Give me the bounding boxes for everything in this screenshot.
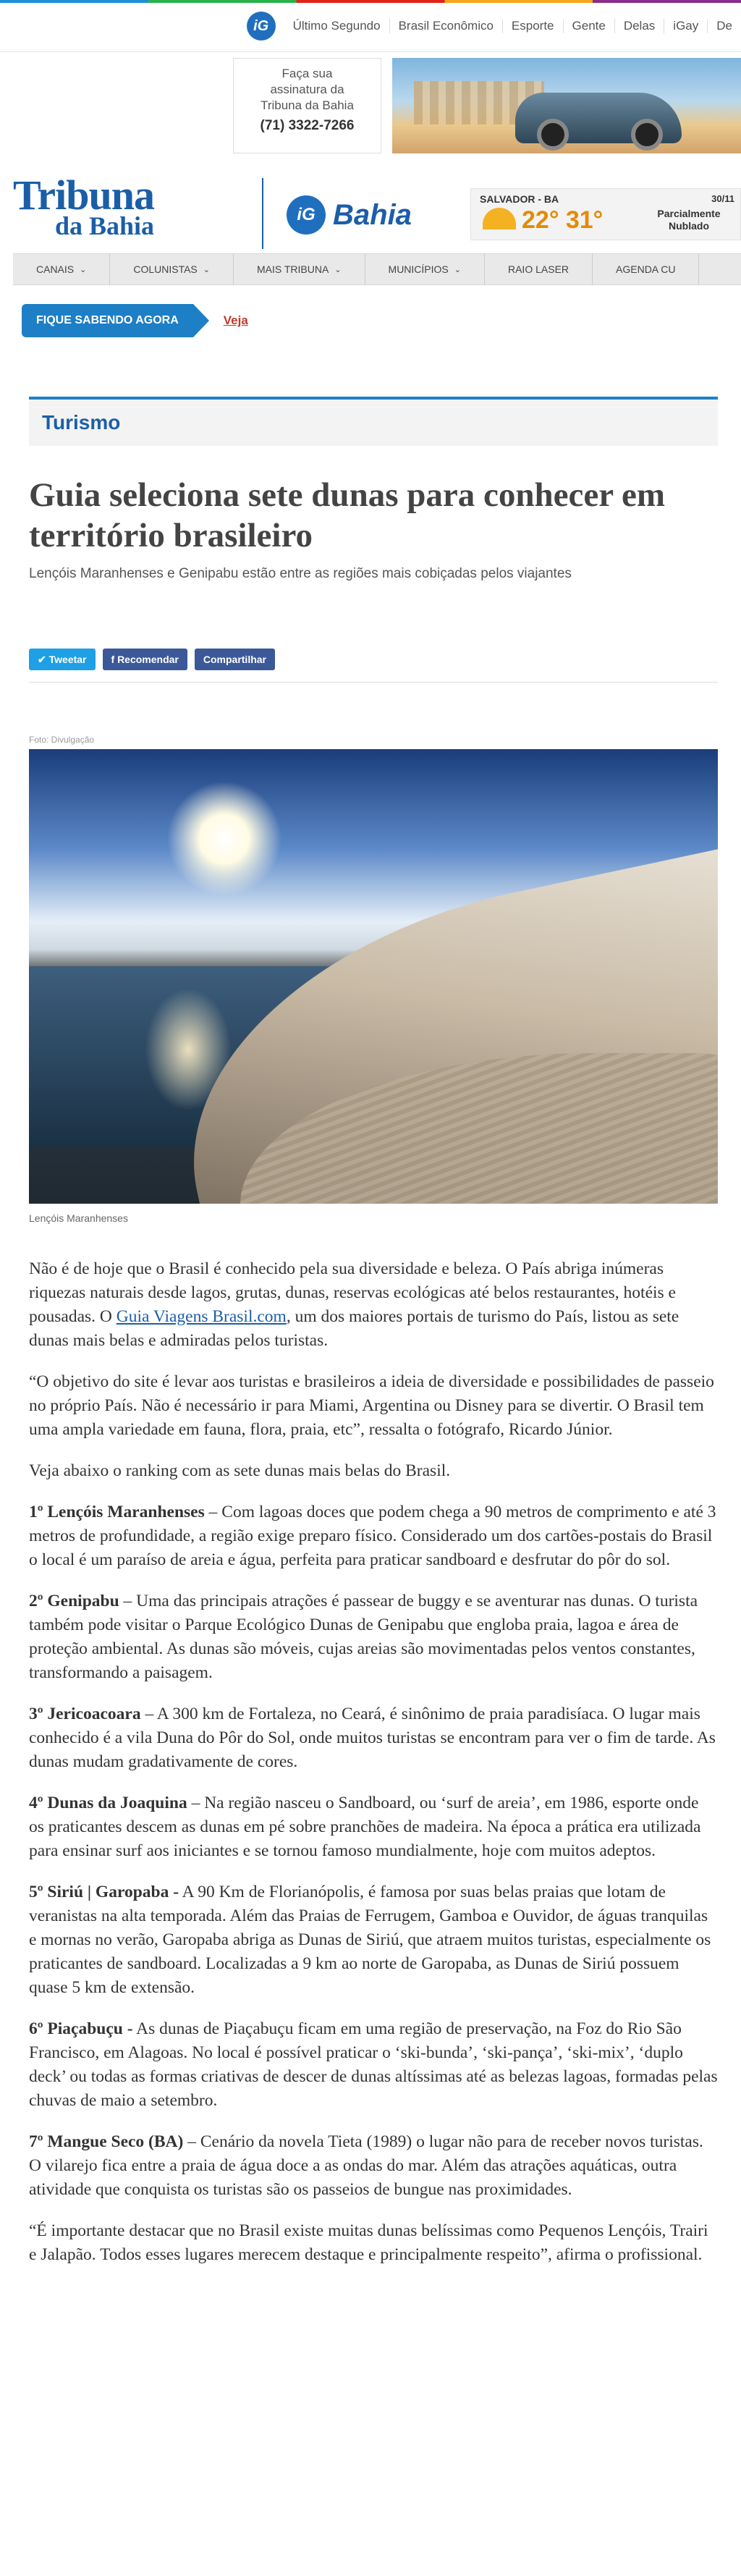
logo-title: Tribuna	[13, 172, 155, 219]
tweet-button[interactable]: ✔ Tweetar	[29, 649, 96, 670]
ig-bahia-logo[interactable]	[287, 195, 412, 235]
chevron-down-icon: ⌄	[80, 265, 87, 274]
ig-logo-icon: iG	[287, 195, 326, 235]
article-body	[29, 1257, 718, 2267]
menu-item-canais[interactable]	[13, 253, 110, 285]
logo-divider	[262, 178, 263, 249]
news-ticker	[22, 304, 248, 337]
nav-link-de[interactable]: De	[716, 19, 732, 33]
ranking-head: 6º Piaçabuçu -	[29, 2019, 133, 2038]
article-title: Guia seleciona sete dunas para conhecer em território brasileiro	[29, 476, 666, 554]
photo-caption: Lençóis Maranhenses	[29, 1212, 128, 1224]
tweet-label: Tweetar	[48, 654, 87, 665]
ranking-text: – Cenário da novela Tieta (1989) o lugar não para de receber novos turistas. O vilarejo fica entre a praia de água doce a as ondas do mar. Além das atrações aquáticas, outra atividade que conquista os turistas são os passeios de bungue nas proximidades.	[29, 2132, 703, 2199]
ad-text-line: Faça sua	[281, 67, 333, 80]
paragraph: Veja abaixo o ranking com as sete dunas mais belas do Brasil.	[29, 1461, 451, 1480]
ranking-item	[29, 1880, 718, 2000]
section-title[interactable]: Turismo	[42, 411, 121, 434]
recommend-label: Recomendar	[117, 654, 179, 665]
tribuna-logo[interactable]	[13, 172, 155, 240]
photo-sun	[166, 781, 282, 897]
ranking-text: As dunas de Piaçabuçu ficam em uma região de preservação, na Foz do Rio São Francisco, em Alagoas. No local é possível praticar o ‘ski-bunda’, ‘ski-pança’, ‘ski-mix’, ‘duplo deck’ ou todas as formas criativas de descer de dunas altíssimas até as belezas lagoas, formadas pelas chuvas de maio a setembro.	[29, 2019, 718, 2110]
ranking-text: – Com lagoas doces que podem chega a 90 metros de comprimento e até 3 metros de profundidade, a região exige preparo físico. Considerado um dos cartões-postais do Brasil o local é um paraíso de areia e água, perfeita para praticar sandboard e desfrutar do pôr do sol.	[29, 1503, 716, 1569]
main-menu	[13, 253, 741, 285]
nav-link-ultimo-segundo[interactable]: Último Segundo	[284, 19, 390, 33]
ranking-item	[29, 2017, 718, 2113]
nav-link-gente[interactable]: Gente	[564, 19, 615, 33]
chevron-down-icon: ⌄	[203, 265, 210, 274]
menu-item-label: MUNICÍPIOS	[388, 263, 449, 275]
ranking-item	[29, 2130, 718, 2202]
menu-item-label: AGENDA CU	[616, 263, 676, 275]
car-banner-ad[interactable]	[392, 58, 741, 153]
ranking-text: A 90 Km de Florianópolis, é famosa por suas belas praias que lotam de veranistas na alta temporada. Além das Praias de Ferrugem, Gamboa e Ouvidor, de águas tranquilas e mornas no verão, Garopaba abriga as Dunas de Siriú, que atraem muitos turistas, especialmente os praticantes de sandboard. Localizadas a 9 km ao norte de Garopaba, as Dunas de Siriú possuem quase 5 km de extensão.	[29, 1883, 711, 1997]
menu-item-raio-laser[interactable]	[485, 253, 593, 285]
menu-item-label: CANAIS	[36, 263, 75, 275]
menu-item-municipios[interactable]	[365, 253, 485, 285]
ranking-head: 7º Mangue Seco (BA)	[29, 2132, 184, 2151]
paragraph	[29, 1257, 718, 1353]
facebook-icon: f	[111, 654, 115, 665]
chevron-down-icon: ⌄	[334, 265, 342, 274]
menu-item-mais-tribuna[interactable]	[234, 253, 365, 285]
ad-text-line: assinatura da	[270, 83, 344, 96]
article	[29, 397, 718, 2267]
recommend-button[interactable]	[103, 649, 187, 670]
weather-city: SALVADOR - BA	[480, 193, 559, 205]
ranking-item	[29, 1702, 718, 1774]
article-photo	[29, 749, 718, 1204]
ad-phone: (71) 3322-7266	[260, 118, 355, 133]
top-bar	[0, 0, 741, 52]
bahia-label: Bahia	[333, 198, 412, 231]
share-label: Compartilhar	[203, 654, 266, 665]
photo-credit: Foto: Divulgação	[29, 735, 95, 745]
weather-condition: Parcialmente Nublado	[657, 208, 721, 232]
ads-row	[0, 52, 741, 159]
ranking-head: 1º Lençóis Maranhenses	[29, 1503, 205, 1521]
weather-date: 30/11	[711, 193, 734, 204]
portal-nav	[247, 10, 741, 42]
paragraph-text: Não é de hoje que o Brasil é conhecido pela sua diversidade e beleza. O País abriga inúmeras riquezas naturais desde lagos, grutas, dunas, reservas ecológicas até belos restaurantes, hotéis e pousadas. O	[29, 1259, 676, 1326]
paragraph-text: , um dos maiores portais de turismo do País, listou as sete dunas mais belas e admiradas pelos turistas.	[29, 1307, 679, 1350]
portal-color-line	[0, 0, 741, 3]
ranking-text: – A 300 km de Fortaleza, no Ceará, é sinônimo de praia paradisíaca. O lugar mais conhecido é a vila Duna do Pôr do Sol, onde muitos turistas se encontram para ver o fim de tarde. As dunas mudam gradativamente de cores.	[29, 1705, 716, 1771]
nav-link-esporte[interactable]: Esporte	[503, 19, 564, 33]
menu-item-label: RAIO LASER	[507, 263, 569, 275]
nav-link-delas[interactable]: Delas	[615, 19, 664, 33]
section-header	[29, 397, 718, 446]
subscription-ad[interactable]	[233, 58, 381, 153]
ranking-item	[29, 1500, 718, 1572]
partly-cloudy-icon	[483, 208, 516, 229]
menu-item-label: COLUNISTAS	[133, 263, 198, 275]
chevron-down-icon: ⌄	[454, 265, 461, 274]
menu-item-agenda[interactable]	[593, 253, 699, 285]
weather-widget[interactable]	[470, 188, 741, 240]
ranking-text: – Na região nasceu o Sandboard, ou ‘surf de areia’, em 1986, esporte onde os praticantes descem as dunas em pé sobre pranchões de madeira. Na época a prática era utilizada para ensinar surf aos iniciantes e se tornou famoso mundialmente, hoje com muitos adeptos.	[29, 1794, 701, 1860]
ranking-head: 3º Jericoacoara	[29, 1705, 141, 1723]
wheel-image	[537, 119, 569, 151]
ranking-text: – Uma das principais atrações é passear de buggy e se aventurar nas dunas. O turista também pode visitar o Parque Ecológico Dunas de Genipabu que engloba praia, lagoa e área de proteção ambiental. As dunas são móveis, cujas areias são movimentadas pelos ventos constantes, transformando a paisagem.	[29, 1592, 698, 1682]
ranking-head: 5º Siriú | Garopaba -	[29, 1883, 179, 1901]
closing-quote: “É importante destacar que no Brasil existe muitas dunas belíssimas como Pequenos Lençóis, Trairi e Jalapão. Todos esses lugares merecem destaque e principalmente respeito”, afirma o profissional.	[29, 2221, 708, 2264]
guia-viagens-link[interactable]: Guia Viagens Brasil.com	[116, 1307, 287, 1326]
ticker-tag: FIQUE SABENDO AGORA	[22, 304, 193, 337]
paragraph: “O objetivo do site é levar aos turistas e brasileiros a ideia de diversidade e possibilidades de passeio no próprio País. Não é necessário ir para Miami, Argentina ou Disney para se divertir. O Brasil tem uma ampla variedade em fauna, flora, praia, etc”, ressalta o fotógrafo, Ricardo Júnior.	[29, 1372, 714, 1439]
article-subtitle: Lençóis Maranhenses e Genipabu estão entre as regiões mais cobiçadas pelos viajantes	[29, 566, 572, 581]
ranking-item	[29, 1589, 718, 1685]
share-bar	[29, 649, 718, 683]
nav-link-igay[interactable]: iGay	[664, 19, 708, 33]
ticker-link[interactable]: Veja	[223, 313, 248, 327]
menu-item-label: MAIS TRIBUNA	[257, 263, 329, 275]
ranking-head: 4º Dunas da Joaquina	[29, 1794, 187, 1812]
ig-logo-icon[interactable]: iG	[247, 12, 276, 41]
weather-temperature: 22° 31°	[522, 206, 604, 234]
ad-text-line: Tribuna da Bahia	[261, 98, 354, 112]
logo-subtitle: da Bahia	[54, 211, 155, 240]
wheel-image	[631, 119, 663, 151]
menu-item-colunistas[interactable]	[110, 253, 234, 285]
nav-link-brasil-economico[interactable]: Brasil Econômico	[390, 19, 503, 33]
share-button[interactable]	[195, 649, 275, 670]
ranking-item	[29, 1791, 718, 1863]
site-header	[0, 159, 741, 253]
ranking-head: 2º Genipabu	[29, 1592, 119, 1610]
